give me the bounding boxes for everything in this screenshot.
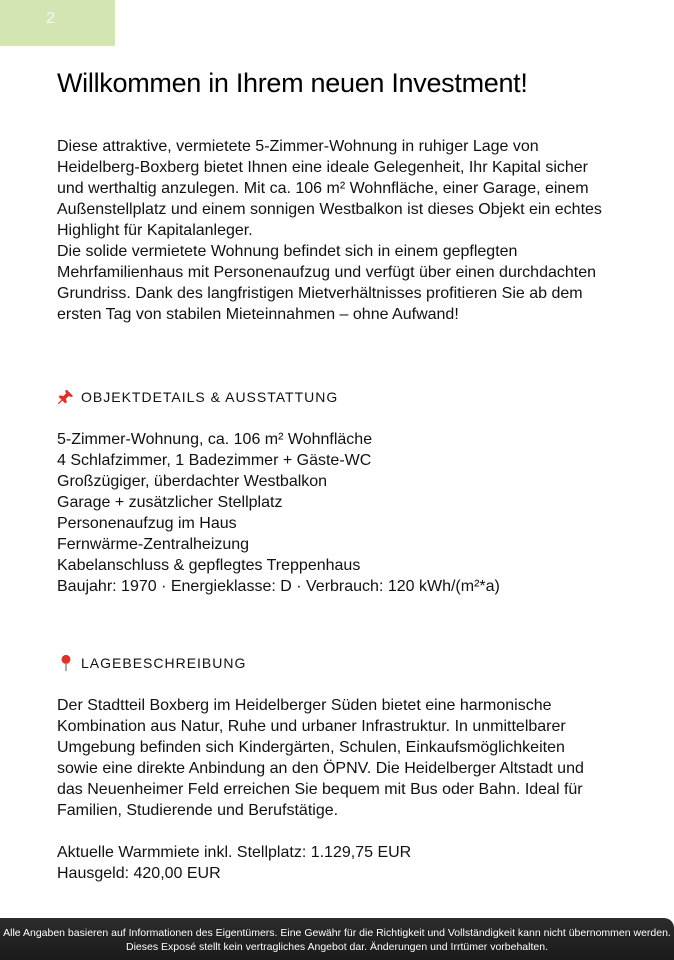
location-paragraph [57,695,657,884]
location-line: Kombination aus Natur, Ruhe und urbaner Infrastruktur. In unmittelbarer [57,718,566,735]
list-item: 5-Zimmer-Wohnung, ca. 106 m² Wohnfläche [57,431,373,448]
disclaimer-line: Dieses Exposé stellt kein vertragliches Angebot dar. Änderungen und Irrtümer vorbehalten. [126,941,548,953]
list-item: Großzügiger, überdachter Westbalkon [57,473,328,490]
intro-paragraph [57,136,657,325]
page-title: Willkommen in Ihrem neuen Investment! [57,68,528,98]
intro-line: Diese attraktive, vermietete 5-Zimmer-Wohnung in ruhiger Lage von [57,138,539,155]
pushpin-icon [57,388,75,406]
list-item: 4 Schlafzimmer, 1 Badezimmer + Gäste-WC [57,452,372,469]
intro-line: Die solide vermietete Wohnung befindet sich in einem gepflegten [57,243,518,260]
intro-line: Highlight für Kapitalanleger. [57,222,253,239]
intro-line: Grundriss. Dank des langfristigen Mietverhältnisses profitieren Sie ab dem [57,285,583,302]
disclaimer-line: Alle Angaben basieren auf Informationen des Eigentümers. Eine Gewähr für die Richtigkeit und Vollständigkeit kann nicht übernommen werden. [3,927,671,939]
intro-line: Heidelberg-Boxberg bietet Ihnen eine ideale Gelegenheit, Ihr Kapital sicher [57,159,589,176]
intro-line: Außenstellplatz und einem sonnigen Westbalkon ist dieses Objekt ein echtes [57,201,602,218]
location-line: Umgebung befinden sich Kindergärten, Schulen, Einkaufsmöglichkeiten [57,739,565,756]
intro-line: Mehrfamilienhaus mit Personenaufzug und verfügt über einen durchdachten [57,264,596,281]
location-heading [57,654,246,672]
location-line: Familien, Studierende und Berufstätige. [57,802,339,819]
page-number-badge [0,0,115,46]
intro-line: und werthaltig anzulegen. Mit ca. 106 m² Wohnfläche, einer Garage, einem [57,180,589,197]
list-item: Fernwärme-Zentralheizung [57,536,250,553]
list-item: Baujahr: 1970 · Energieklasse: D · Verbrauch: 120 kWh/(m²*a) [57,578,500,595]
disclaimer-footer [0,918,674,960]
location-line: sowie eine direkte Anbindung an den ÖPNV. Die Heidelberger Altstadt und [57,760,584,777]
details-list [57,429,657,597]
list-item: Personenaufzug im Haus [57,515,237,532]
list-item: Kabelanschluss & gepflegtes Treppenhaus [57,557,361,574]
location-line: das Neuenheimer Feld erreichen Sie bequem mit Bus oder Bahn. Ideal für [57,781,583,798]
warm-rent: Aktuelle Warmmiete inkl. Stellplatz: 1.129,75 EUR [57,844,412,861]
hausgeld: Hausgeld: 420,00 EUR [57,865,221,882]
intro-line: ersten Tag von stabilen Mieteinnahmen – ohne Aufwand! [57,306,459,323]
round-pushpin-icon [57,654,75,672]
page-number: 2 [46,10,55,27]
list-item: Garage + zusätzlicher Stellplatz [57,494,283,511]
location-line: Der Stadtteil Boxberg im Heidelberger Süden bietet eine harmonische [57,697,552,714]
location-heading-text: LAGEBESCHREIBUNG [81,655,247,671]
details-heading [57,388,338,406]
details-heading-text: OBJEKTDETAILS & AUSSTATTUNG [81,389,339,405]
